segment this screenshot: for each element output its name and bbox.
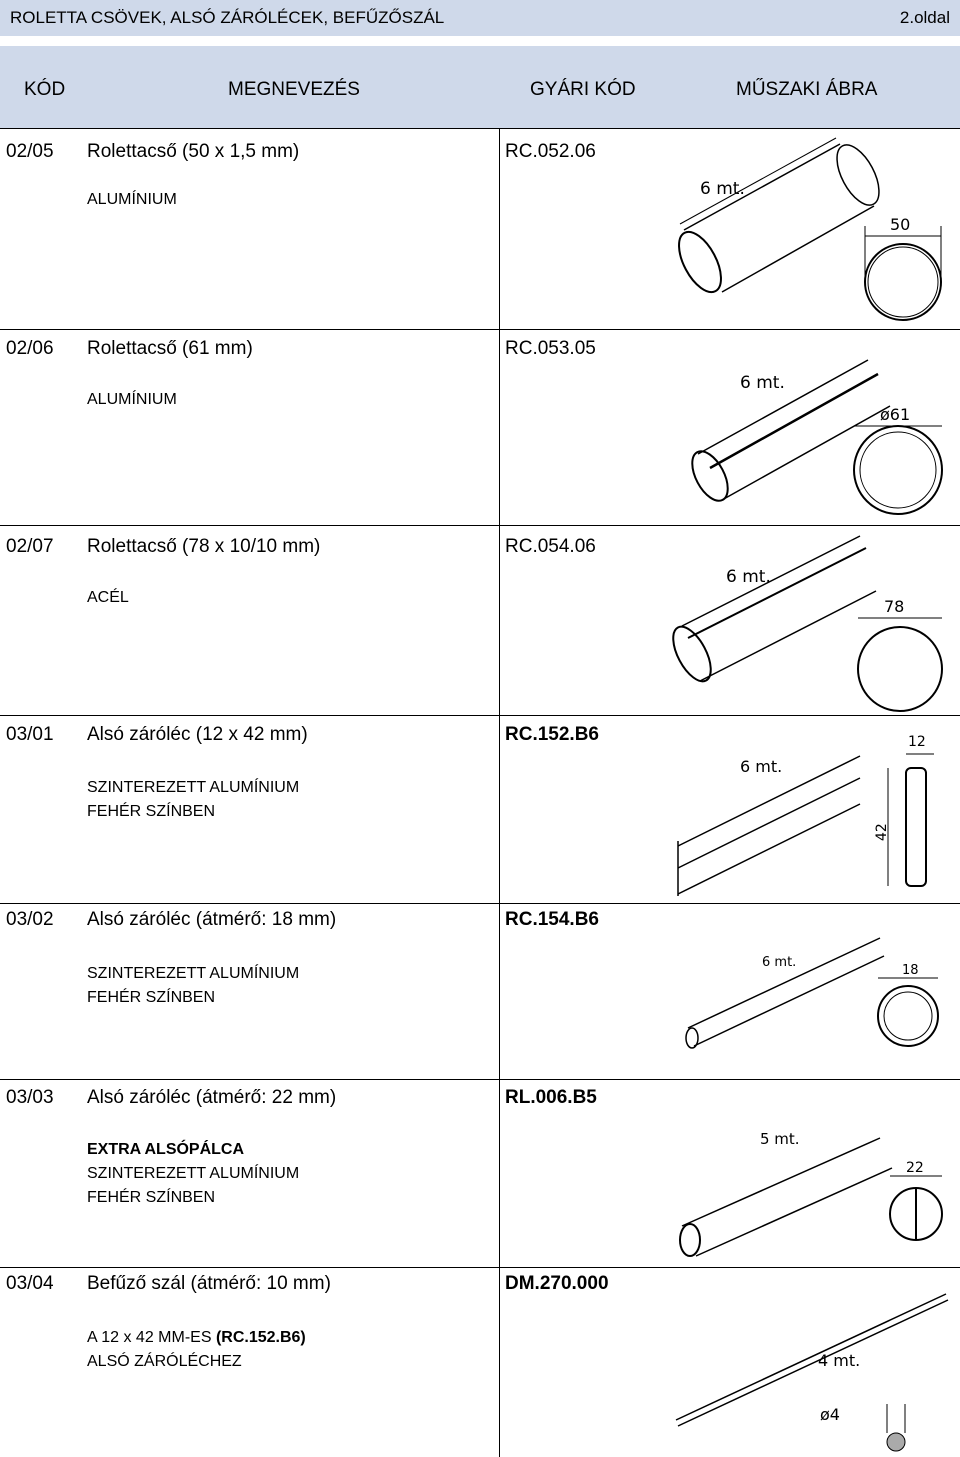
row-material: SZINTEREZETT ALUMÍNIUM (87, 965, 300, 982)
rod-drawing (670, 1080, 955, 1266)
row-name: Befűző szál (átmérő: 10 mm) (87, 1273, 331, 1294)
length-label: 6 mt. (762, 955, 797, 970)
row-material: ACÉL (87, 589, 129, 606)
table-row (0, 716, 960, 904)
row-code: 02/05 (6, 141, 54, 162)
tube-drawing (670, 526, 955, 714)
row-code: 02/06 (6, 338, 54, 359)
length-label: 5 mt. (760, 1130, 800, 1148)
row-usage (87, 1326, 306, 1350)
tube-drawing (670, 330, 955, 524)
page-title: ROLETTA CSÖVEK, ALSÓ ZÁRÓLÉCEK, BEFŰZŐSZÁL (10, 8, 445, 27)
row-factory-code: RC.152.B6 (505, 724, 599, 745)
tube-drawing (670, 130, 955, 328)
diameter-label: 50 (890, 215, 911, 234)
row-extra: EXTRA ALSÓPÁLCA (87, 1141, 245, 1158)
row-code: 03/04 (6, 1273, 54, 1294)
row-factory-code: RL.006.B5 (505, 1087, 597, 1108)
table-row (0, 904, 960, 1080)
row-name: Rolettacső (78 x 10/10 mm) (87, 536, 321, 557)
usage-ref-code: (RC.152.B6) (215, 1329, 306, 1346)
row-name: Rolettacső (50 x 1,5 mm) (87, 141, 300, 162)
width-label: 12 (908, 734, 926, 750)
profile-drawing (670, 716, 955, 902)
height-label: 42 (874, 823, 890, 841)
row-code: 02/07 (6, 536, 54, 557)
row-code: 03/01 (6, 724, 54, 745)
row-code: 03/03 (6, 1087, 54, 1108)
table-row (0, 1080, 960, 1268)
length-label: 6 mt. (740, 373, 785, 393)
row-name: Rolettacső (61 mm) (87, 338, 253, 359)
length-label: 6 mt. (726, 567, 771, 587)
table-row (0, 526, 960, 716)
row-material: ALUMÍNIUM (87, 391, 177, 408)
length-label: 6 mt. (700, 179, 745, 199)
length-label: 4 mt. (818, 1351, 861, 1370)
column-header-factory-code: GYÁRI KÓD (530, 79, 636, 100)
row-code: 03/02 (6, 909, 54, 930)
row-material: ALUMÍNIUM (87, 191, 177, 208)
diameter-label: ø61 (880, 405, 911, 424)
row-factory-code: DM.270.000 (505, 1273, 609, 1294)
table-row (0, 1268, 960, 1457)
usage-prefix: A 12 x 42 MM-ES (87, 1329, 216, 1346)
column-header-name: MEGNEVEZÉS (228, 79, 360, 100)
row-material: SZINTEREZETT ALUMÍNIUM (87, 1165, 300, 1182)
column-header-drawing: MŰSZAKI ÁBRA (736, 79, 878, 100)
row-material: SZINTEREZETT ALUMÍNIUM (87, 779, 300, 796)
row-color: FEHÉR SZÍNBEN (87, 1189, 216, 1206)
row-name: Alsó záróléc (átmérő: 18 mm) (87, 909, 337, 930)
diameter-label: 78 (884, 597, 905, 616)
diameter-label: 18 (902, 963, 919, 978)
cord-drawing (670, 1268, 955, 1456)
table-row (0, 128, 960, 330)
title-bar (0, 0, 960, 36)
page-number: 2.oldal (899, 8, 950, 27)
column-header-code: KÓD (24, 79, 66, 100)
diameter-label: 22 (906, 1160, 924, 1176)
length-label: 6 mt. (740, 757, 783, 776)
row-name: Alsó záróléc (12 x 42 mm) (87, 724, 308, 745)
rod-drawing (670, 904, 955, 1078)
row-factory-code: RC.052.06 (505, 141, 596, 162)
row-color: FEHÉR SZÍNBEN (87, 803, 216, 820)
diameter-label: ø4 (820, 1405, 840, 1424)
table-header (0, 46, 960, 129)
row-factory-code: RC.054.06 (505, 536, 596, 557)
row-usage-target: ALSÓ ZÁRÓLÉCHEZ (87, 1353, 242, 1370)
row-color: FEHÉR SZÍNBEN (87, 989, 216, 1006)
row-name: Alsó záróléc (átmérő: 22 mm) (87, 1087, 337, 1108)
row-factory-code: RC.053.05 (505, 338, 596, 359)
table-row (0, 330, 960, 526)
row-factory-code: RC.154.B6 (505, 909, 599, 930)
